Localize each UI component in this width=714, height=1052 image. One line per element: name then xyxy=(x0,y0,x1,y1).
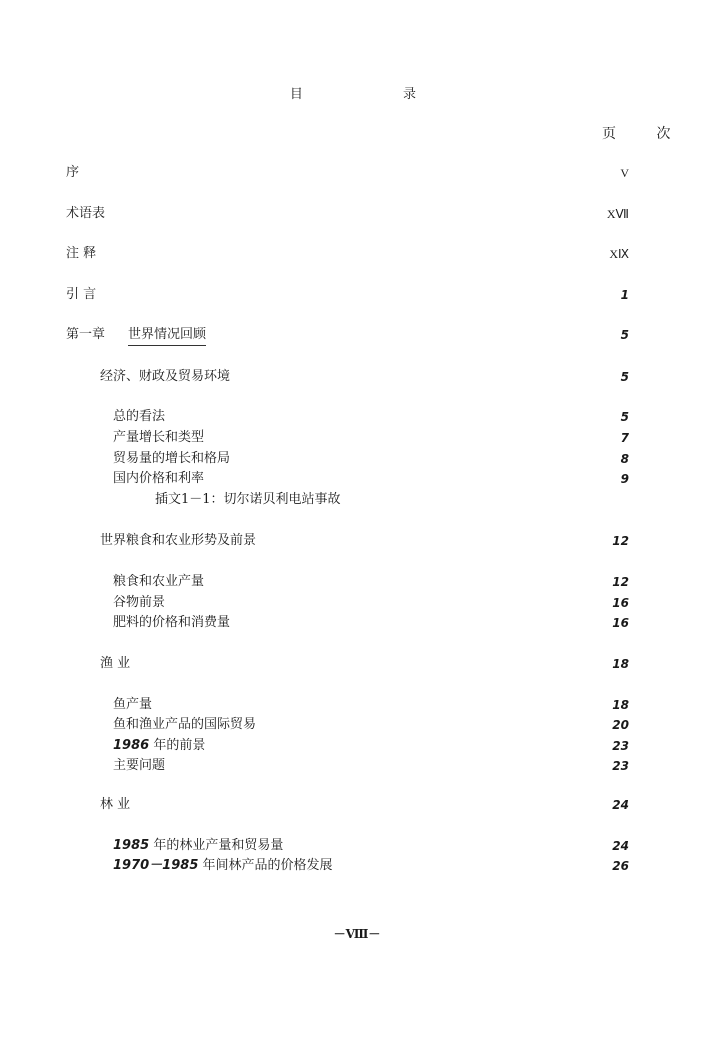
toc-entry-label: 主要问题 xyxy=(113,758,166,773)
page-number-footer: －Ⅷ－ xyxy=(333,927,381,941)
toc-entry-page: XⅦ xyxy=(606,207,629,221)
toc-entry-page: 5 xyxy=(620,410,629,424)
toc-entry-label: 年的前景 xyxy=(153,738,206,753)
page-title: 目 录 xyxy=(289,87,465,102)
toc-entry-page: 18 xyxy=(612,698,629,712)
toc-entry-economic-environment[interactable] xyxy=(0,368,714,386)
toc-entry-label: 总的看法 xyxy=(113,409,166,424)
toc-entry-label: 世界情况回顾 xyxy=(128,326,206,346)
toc-entry-notes[interactable] xyxy=(0,245,714,263)
toc-entry-label: 鱼产量 xyxy=(113,697,153,712)
toc-entry-label: 经济、财政及贸易环境 xyxy=(100,369,231,384)
toc-entry-label: 渔 业 xyxy=(100,656,131,671)
toc-entry-page: 7 xyxy=(620,431,629,445)
toc-entry-page: XⅨ xyxy=(609,247,629,261)
toc-entry-domestic-prices[interactable] xyxy=(0,470,714,488)
toc-entry-label: 产量增长和类型 xyxy=(113,430,205,445)
toc-entry-page: 9 xyxy=(620,472,629,486)
toc-entry-chapter-1[interactable] xyxy=(0,326,714,344)
toc-entry-label: 谷物前景 xyxy=(113,595,166,610)
toc-entry-label: 引 言 xyxy=(66,287,97,302)
toc-entry-label: 鱼和渔业产品的国际贸易 xyxy=(113,717,257,732)
toc-entry-forestry[interactable] xyxy=(0,796,714,814)
toc-entry-output-growth[interactable] xyxy=(0,429,714,447)
toc-entry-1986-outlook[interactable] xyxy=(0,737,714,755)
toc-entry-label-group xyxy=(113,737,205,755)
toc-entry-label-group xyxy=(113,857,333,875)
toc-entry-fish-trade[interactable] xyxy=(0,716,714,734)
toc-entry-page: V xyxy=(620,166,629,180)
toc-entry-page: 23 xyxy=(612,739,629,753)
chapter-prefix: 第一章 xyxy=(66,327,106,342)
toc-entry-label: 贸易量的增长和格局 xyxy=(113,451,231,466)
toc-entry-overview[interactable] xyxy=(0,408,714,426)
toc-entry-food-production[interactable] xyxy=(0,573,714,591)
toc-entry-page: 20 xyxy=(612,718,629,732)
toc-entry-page: 5 xyxy=(620,370,629,384)
toc-entry-page: 8 xyxy=(620,452,629,466)
toc-entry-page: 24 xyxy=(612,798,629,812)
toc-entry-main-issues[interactable] xyxy=(0,757,714,775)
toc-entry-label: 年间林产品的价格发展 xyxy=(202,858,333,873)
toc-entry-page: 16 xyxy=(612,596,629,610)
toc-entry-page: 5 xyxy=(620,328,629,342)
toc-entry-page: 16 xyxy=(612,616,629,630)
toc-entry-label: 世界粮食和农业形势及前景 xyxy=(100,533,257,548)
toc-entry-box-chernobyl[interactable] xyxy=(0,491,714,509)
toc-entry-label-group xyxy=(113,837,283,855)
toc-entry-1985-forestry[interactable] xyxy=(0,837,714,855)
toc-entry-fish-production[interactable] xyxy=(0,696,714,714)
toc-entry-fertilizer[interactable] xyxy=(0,614,714,632)
toc-entry-glossary[interactable] xyxy=(0,205,714,223)
toc-entry-page: 18 xyxy=(612,657,629,671)
toc-entry-page: 26 xyxy=(612,859,629,873)
toc-entry-cereal-outlook[interactable] xyxy=(0,594,714,612)
toc-entry-page: 24 xyxy=(612,839,629,853)
toc-entry-label: 术语表 xyxy=(66,206,106,221)
toc-entry-label: 粮食和农业产量 xyxy=(113,574,205,589)
toc-entry-label: 插文1－1：切尔诺贝利电站事故 xyxy=(155,492,341,507)
page-column-header: 页 次 xyxy=(602,126,689,142)
year-number: 1985 xyxy=(113,838,150,853)
toc-entry-label: 序 xyxy=(66,165,80,180)
toc-entry-trade-volume[interactable] xyxy=(0,450,714,468)
toc-entry-page: 23 xyxy=(612,759,629,773)
year-number: 1970－1985 xyxy=(113,858,199,873)
toc-entry-label: 注 释 xyxy=(66,246,97,261)
toc-entry-label: 肥料的价格和消费量 xyxy=(113,615,231,630)
toc-entry-page: 12 xyxy=(612,575,629,589)
toc-entry-page: 1 xyxy=(620,288,629,302)
toc-entry-introduction[interactable] xyxy=(0,286,714,304)
year-number: 1986 xyxy=(113,738,150,753)
toc-entry-forest-prices[interactable] xyxy=(0,857,714,875)
toc-entry-page: 12 xyxy=(612,534,629,548)
toc-entry-label: 林 业 xyxy=(100,797,131,812)
toc-entry-fisheries[interactable] xyxy=(0,655,714,673)
toc-entry-preface[interactable] xyxy=(0,164,714,182)
toc-entry-food-agriculture[interactable] xyxy=(0,532,714,550)
toc-entry-label: 国内价格和利率 xyxy=(113,471,205,486)
toc-entry-label: 年的林业产量和贸易量 xyxy=(153,838,284,853)
